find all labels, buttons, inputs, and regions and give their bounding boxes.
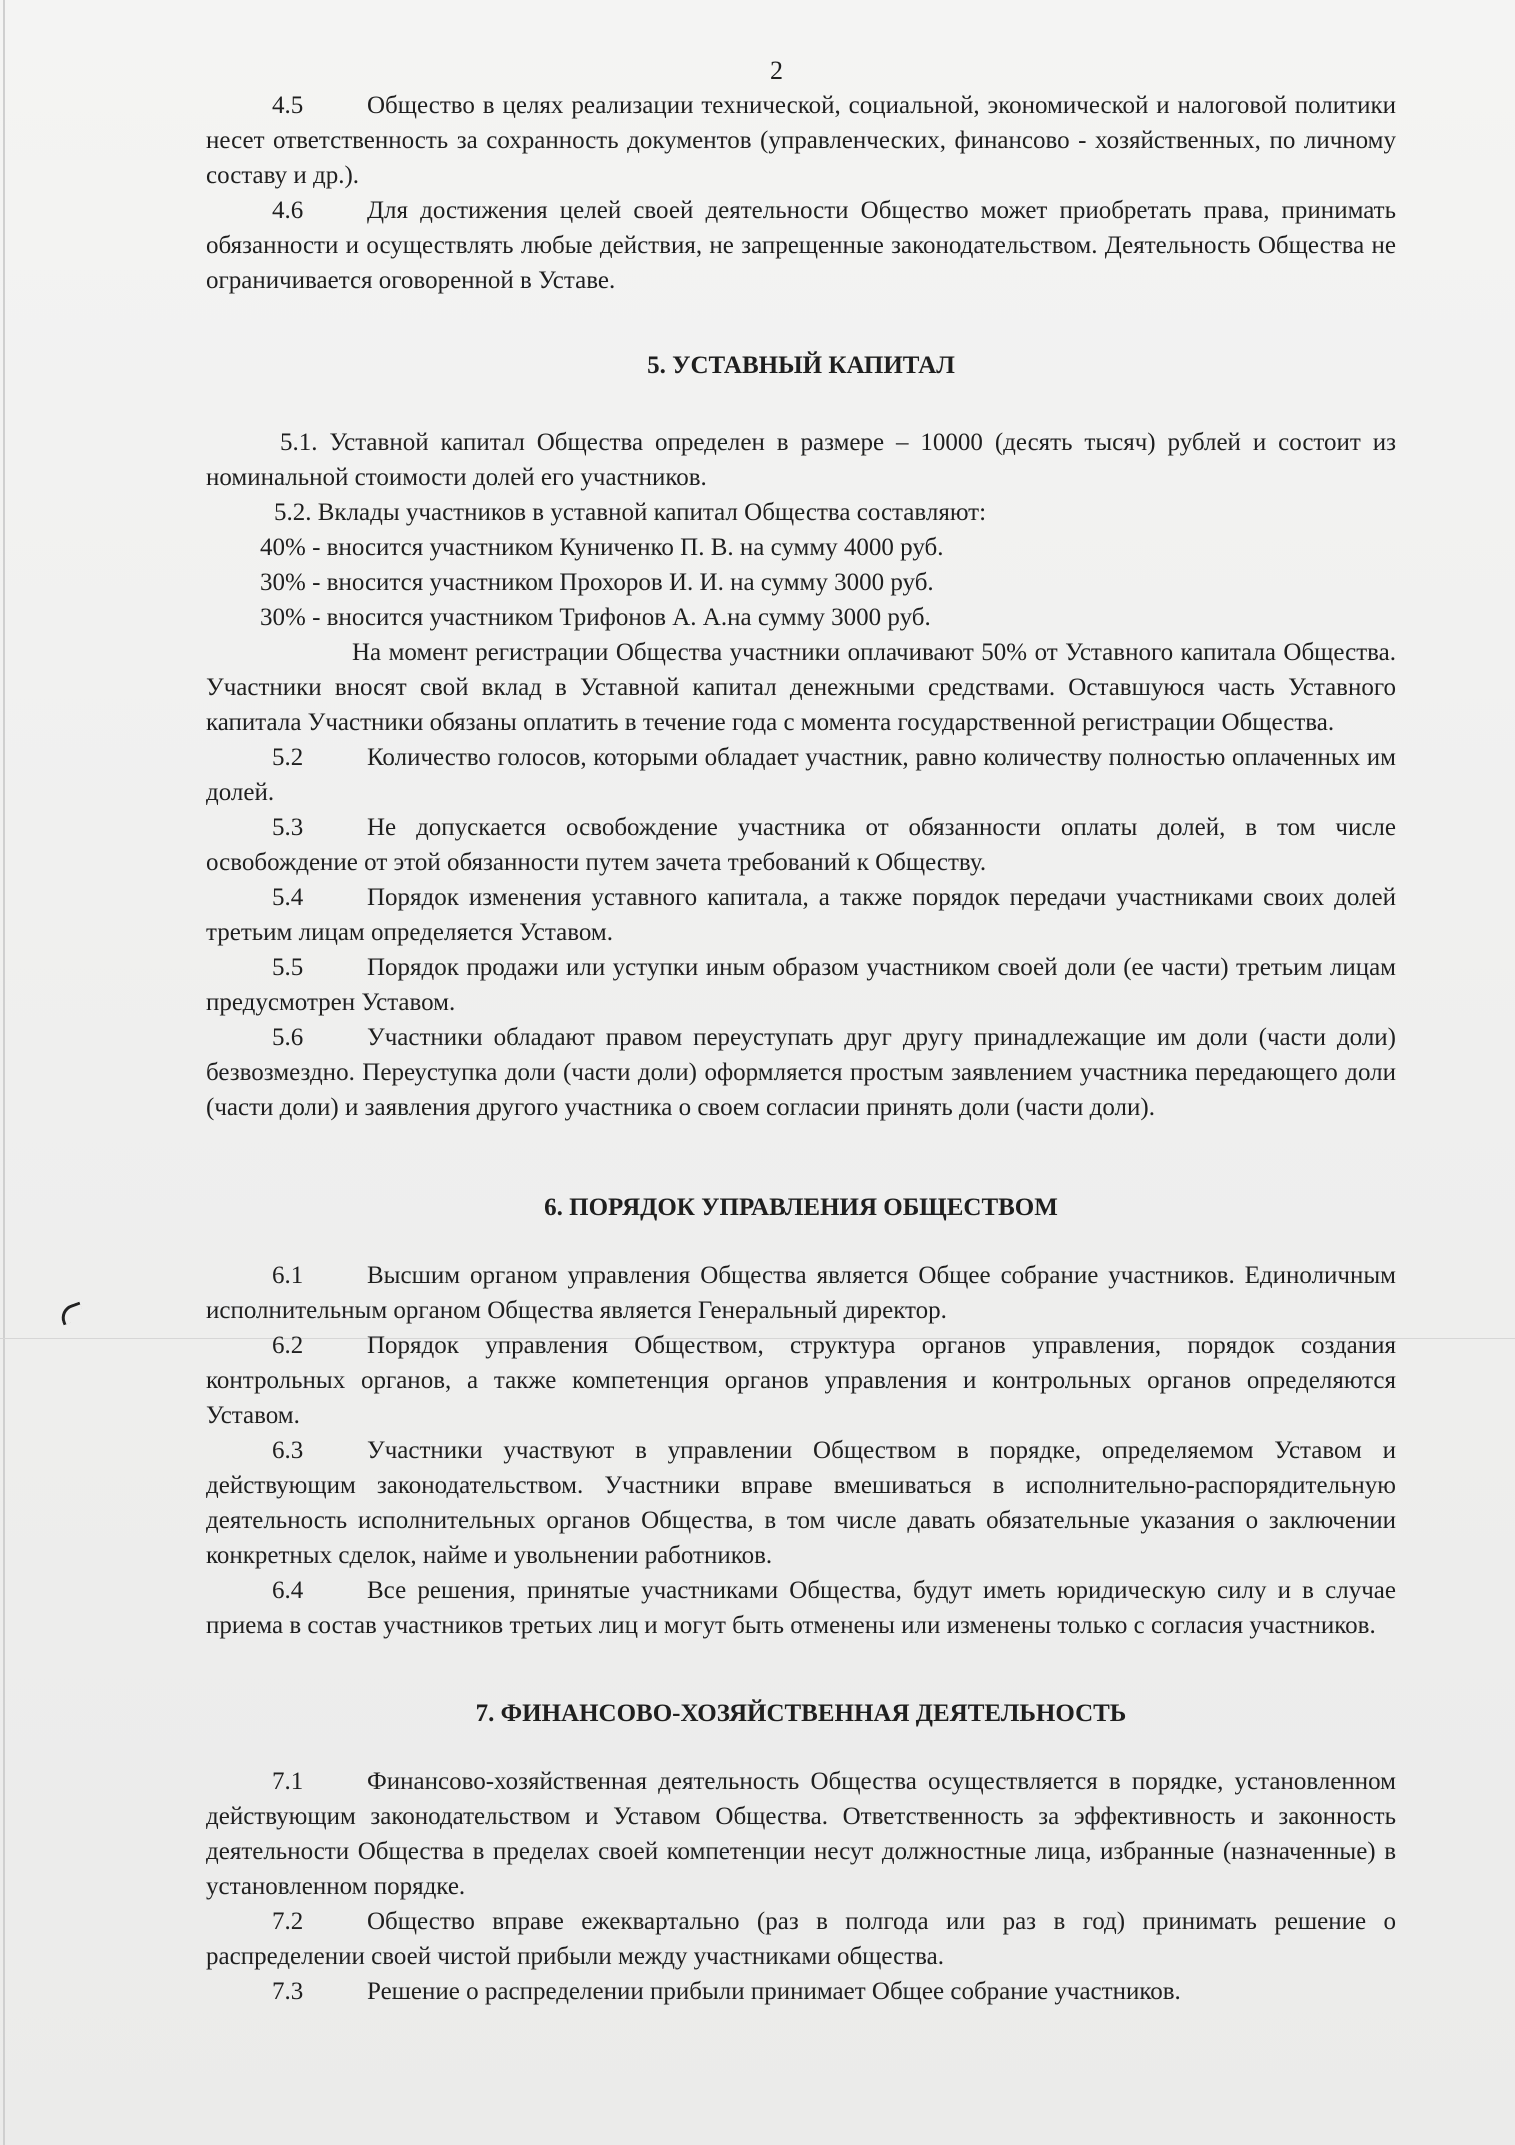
clause-text: Общество вправе ежеквартально (раз в полгода или раз в год) принимать решение о распределении своей чистой прибыли между участниками общества. <box>206 1908 1396 1970</box>
clause-number: 7.1 <box>272 1768 304 1795</box>
clause-number: 4.6 <box>272 197 304 224</box>
clause-number: 6.2 <box>272 1332 304 1359</box>
clause-number: 4.5 <box>272 92 304 119</box>
clause-number: 5.5 <box>272 954 304 981</box>
clause-5-6 <box>206 1020 1396 1125</box>
clause-text: Порядок продажи или уступки иным образом участником своей доли (ее части) третьим лицам предусмотрен Уставом. <box>206 954 1396 1016</box>
clause-text: Решение о распределении прибыли принимает Общее собрание участников. <box>367 1978 1181 2005</box>
clause-6-4 <box>206 1573 1396 1643</box>
contribution-3: 30% - вносится участником Трифонов А. А.на сумму 3000 руб. <box>260 604 931 631</box>
clause-6-2 <box>206 1328 1396 1433</box>
clause-6-3 <box>206 1433 1396 1573</box>
contribution-2: 30% - вносится участником Прохоров И. И. на сумму 3000 руб. <box>260 569 934 596</box>
clause-text: Участники участвуют в управлении Обществом в порядке, определяемом Уставом и действующим законодательством. Участники вправе вмешиваться в исполнительно-распорядительную деятельность исполнительных органов Общества, в том числе давать обязательные указания о заключении конкретных сделок, найме и увольнении работников. <box>206 1437 1396 1569</box>
clause-text: Порядок изменения уставного капитала, а также порядок передачи участниками своих долей третьим лицам определяется Уставом. <box>206 884 1396 946</box>
section-4-tail <box>206 88 1396 298</box>
clause-7-3 <box>206 1974 1396 2009</box>
clause-number: 7.3 <box>272 1978 304 2005</box>
clause-text: Финансово-хозяйственная деятельность Общества осуществляется в порядке, установленном действующим законодательством и Уставом Общества. Ответственность за эффективность и законность деятельности Общества в пределах своей компетенции несут должностные лица, избранные (назначенные) в установленном порядке. <box>206 1768 1396 1900</box>
pen-mark <box>58 1302 85 1326</box>
clause-number: 5.2 <box>272 744 304 771</box>
clause-text: Количество голосов, которыми обладает участник, равно количеству полностью оплаченных им долей. <box>206 744 1396 806</box>
section-6-body <box>206 1258 1396 1643</box>
clause-4-6 <box>206 193 1396 298</box>
clause-number: 5.3 <box>272 814 304 841</box>
clause-number: 6.4 <box>272 1577 304 1604</box>
clause-5-4 <box>206 880 1396 950</box>
clause-5-2 <box>206 740 1396 810</box>
section-7-title: 7. ФИНАНСОВО-ХОЗЯЙСТВЕННАЯ ДЕЯТЕЛЬНОСТЬ <box>475 1700 1127 1727</box>
clause-number: 6.3 <box>272 1437 304 1464</box>
clause-5-3 <box>206 810 1396 880</box>
contribution-1: 40% - вносится участником Куниченко П. В. на сумму 4000 руб. <box>260 534 944 561</box>
section-6-title: 6. ПОРЯДОК УПРАВЛЕНИЯ ОБЩЕСТВОМ <box>544 1194 1058 1221</box>
page-number: 2 <box>770 56 783 85</box>
section-7-body <box>206 1764 1396 2009</box>
clause-5-1: 5.1. Уставной капитал Общества определен в размере – 10000 (десять тысяч) рублей и состоит из номинальной стоимости долей его участников. <box>206 429 1396 491</box>
section-5-body <box>206 425 1396 1125</box>
clause-4-5 <box>206 88 1396 193</box>
clause-7-2 <box>206 1904 1396 1974</box>
clause-text: Не допускается освобождение участника от обязанности оплаты долей, в том числе освобождение от этой обязанности путем зачета требований к Обществу. <box>206 814 1396 876</box>
section-5-title: 5. УСТАВНЫЙ КАПИТАЛ <box>647 352 955 379</box>
scan-edge-line <box>3 0 5 2145</box>
clause-text: Высшим органом управления Общества является Общее собрание участников. Единоличным исполнительным органом Общества является Генеральный директор. <box>206 1262 1396 1324</box>
clause-6-1 <box>206 1258 1396 1328</box>
clause-number: 5.6 <box>272 1024 304 1051</box>
clause-7-1 <box>206 1764 1396 1904</box>
clause-5-5 <box>206 950 1396 1020</box>
clause-number: 5.4 <box>272 884 304 911</box>
clause-number: 6.1 <box>272 1262 304 1289</box>
clause-text: Участники обладают правом переуступать друг другу принадлежащие им доли (части доли) безвозмездно. Переуступка доли (части доли) оформляется простым заявлением участника передающего доли (части доли) и заявления другого участника о своем согласии принять доли (части доли). <box>206 1024 1396 1121</box>
registration-paragraph: На момент регистрации Общества участники оплачивают 50% от Уставного капитала Общества. Участники вносят свой вклад в Уставной капитал денежными средствами. Оставшуюся часть Уставного капитала Участники обязаны оплатить в течение года с момента государственной регистрации Общества. <box>206 639 1396 736</box>
clause-text: Порядок управления Обществом, структура органов управления, порядок создания контрольных органов, а также компетенция органов управления и контрольных органов определяются Уставом. <box>206 1332 1396 1429</box>
clause-text: Общество в целях реализации технической, социальной, экономической и налоговой политики несет ответственность за сохранность документов (управленческих, финансово - хозяйственных, по личному составу и др.). <box>206 92 1396 189</box>
clause-text: Для достижения целей своей деятельности Общество может приобретать права, принимать обязанности и осуществлять любые действия, не запрещенные законодательством. Деятельность Общества не ограничивается оговоренной в Уставе. <box>206 197 1396 294</box>
clause-text: Все решения, принятые участниками Общества, будут иметь юридическую силу и в случае приема в состав участников третьих лиц и могут быть отменены или изменены только с согласия участников. <box>206 1577 1396 1639</box>
clause-number: 7.2 <box>272 1908 304 1935</box>
clause-5-2-intro: 5.2. Вклады участников в уставной капитал Общества составляют: <box>274 499 987 526</box>
